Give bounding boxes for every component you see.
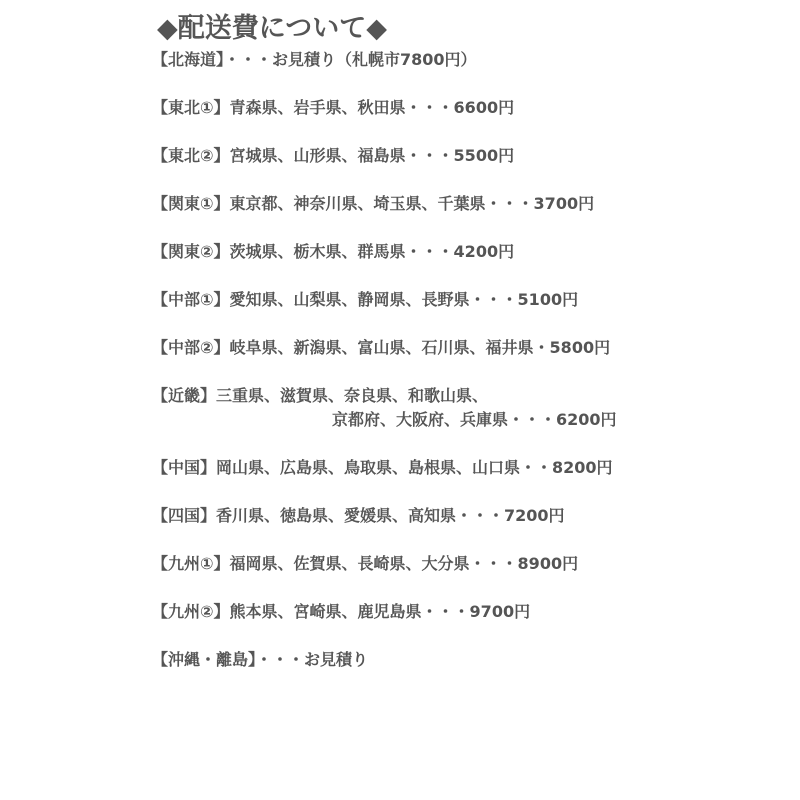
rate-row-kinki: 【近畿】三重県、滋賀県、奈良県、和歌山県、 <box>152 386 489 405</box>
rate-row-okinawa: 【沖縄・離島】・・・お見積り <box>152 650 369 669</box>
rate-row-kinki-continuation: 京都府、大阪府、兵庫県・・・6200円 <box>332 410 617 429</box>
rate-row-kyushu-1: 【九州①】福岡県、佐賀県、長崎県、大分県・・・8900円 <box>152 554 579 573</box>
rate-row-kanto-1: 【関東①】東京都、神奈川県、埼玉県、千葉県・・・3700円 <box>152 194 595 213</box>
rate-row-hokkaido: 【北海道】・・・お見積り（札幌市7800円） <box>152 50 477 69</box>
rate-row-shikoku: 【四国】香川県、徳島県、愛媛県、高知県・・・7200円 <box>152 506 565 525</box>
rate-row-chubu-2: 【中部②】岐阜県、新潟県、富山県、石川県、福井県・5800円 <box>152 338 611 357</box>
rate-row-kyushu-2: 【九州②】熊本県、宮崎県、鹿児島県・・・9700円 <box>152 602 531 621</box>
rate-row-tohoku-1: 【東北①】青森県、岩手県、秋田県・・・6600円 <box>152 98 515 117</box>
page-title: ◆配送費について◆ <box>157 13 387 44</box>
rate-row-tohoku-2: 【東北②】宮城県、山形県、福島県・・・5500円 <box>152 146 515 165</box>
rate-row-kanto-2: 【関東②】茨城県、栃木県、群馬県・・・4200円 <box>152 242 515 261</box>
rate-row-chubu-1: 【中部①】愛知県、山梨県、静岡県、長野県・・・5100円 <box>152 290 579 309</box>
rate-row-chugoku: 【中国】岡山県、広島県、鳥取県、島根県、山口県・・8200円 <box>152 458 613 477</box>
